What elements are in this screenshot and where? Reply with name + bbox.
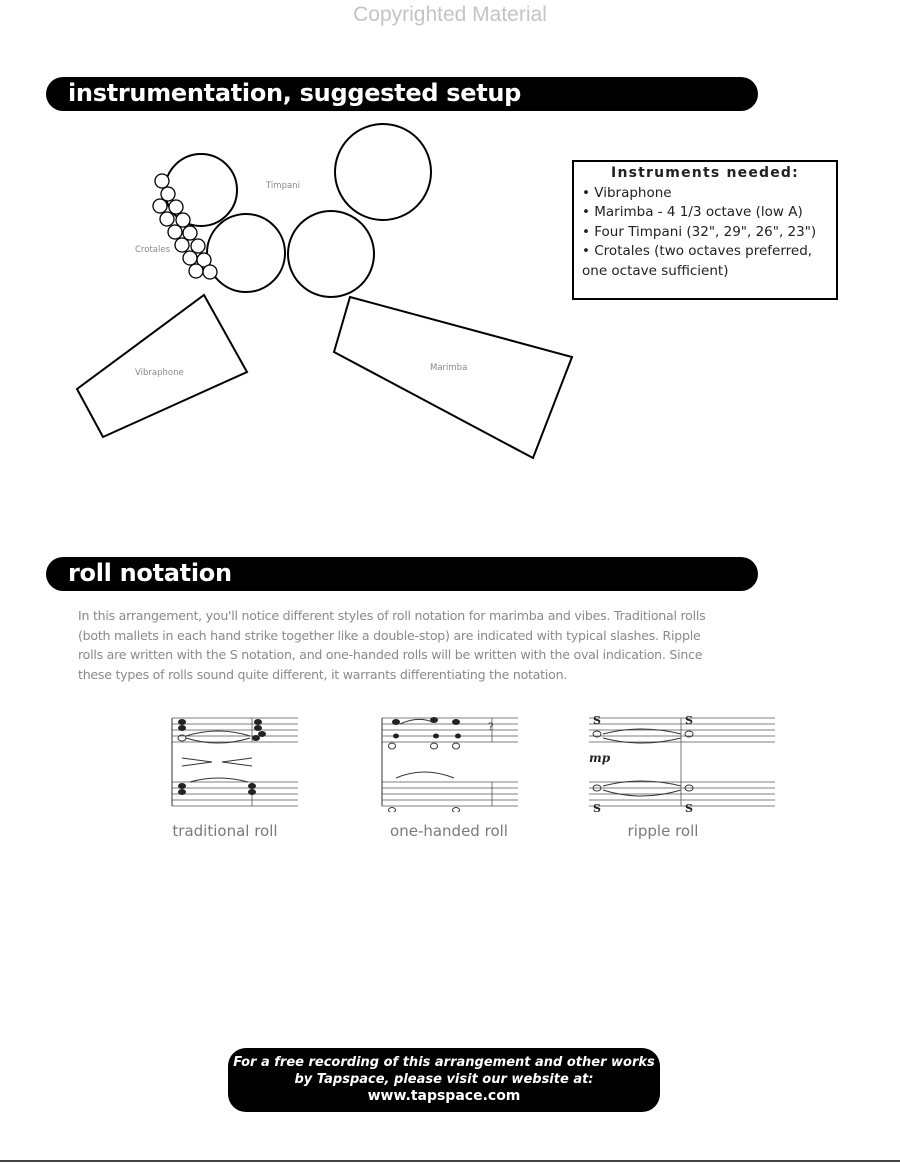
crotale-disc [183,226,197,240]
crotale-disc [183,251,197,265]
marimba-label: Marimba [430,363,468,373]
paragraph-line: (both mallets in each hand strike together like a double-stop) are indicated with typical slashes. Ripple [78,627,701,643]
roll-description [78,606,778,684]
instrument-item: • Four Timpani (32", 29", 26", 23") [582,223,817,240]
ripple-roll-caption: ripple roll [627,822,699,840]
traditional-roll-notation [168,712,300,812]
vibraphone-outline [77,295,247,437]
timpani-drum [207,214,285,292]
footer-line: For a free recording of this arrangement and other works [233,1055,655,1070]
setup-diagram [0,120,600,470]
svg-text:S: S [593,714,601,727]
svg-text:?: ? [488,722,494,733]
copyright-watermark: Copyrighted Material [353,3,547,26]
paragraph-line: these types of rolls sound quite different, it warrants differentiating the notation. [78,666,568,682]
website-link[interactable]: www.tapspace.com [367,1088,521,1104]
crotale-disc [176,213,190,227]
instruments-box-title: Instruments needed: [611,165,799,181]
crotale-disc [169,200,183,214]
footer-banner [228,1048,660,1112]
paragraph-line: rolls are written with the S notation, and one-handed rolls will be written with the oval indication. Since [78,647,703,662]
crotale-disc [160,212,174,226]
crotale-disc [155,174,169,188]
section-header-setup [46,77,758,111]
crotale-disc [203,265,217,279]
crotale-disc [191,239,205,253]
section-header-roll [46,557,758,591]
crotale-disc [161,187,175,201]
dynamic-marking: mp [589,751,611,765]
footer-line: by Tapspace, please visit our website at: [294,1072,594,1087]
one-handed-roll-caption: one-handed roll [390,822,508,840]
timpani-drum [288,211,374,297]
marimba-outline [334,297,572,458]
crotale-disc [175,238,189,252]
section-title: roll notation [68,559,232,587]
paragraph-line: In this arrangement, you'll notice different styles of roll notation for marimba and vibes. Traditional rolls [78,608,706,623]
svg-text:S: S [685,802,693,812]
traditional-roll-caption: traditional roll [172,822,278,840]
svg-text:S: S [685,714,693,727]
crotale-disc [189,264,203,278]
svg-text:S: S [593,802,601,812]
crotale-disc [168,225,182,239]
crotales-discs [153,174,217,279]
instrument-item: one octave sufficient) [582,262,729,279]
instrument-item: • Marimba - 4 1/3 octave (low A) [582,204,803,220]
timpani-drum [165,154,237,226]
one-handed-roll-notation [378,712,523,812]
instrument-item: • Vibraphone [582,184,672,201]
instrument-item: • Crotales (two octaves preferred, [582,243,813,259]
timpani-label: Timpani [266,181,300,191]
ripple-roll-notation [585,712,780,812]
crotales-label: Crotales [135,245,171,255]
timpani-drum [335,124,431,220]
section-title: instrumentation, suggested setup [68,79,522,107]
crotale-disc [153,199,167,213]
page-bottom-rule [0,1160,900,1162]
instruments-needed-box [572,160,838,300]
vibraphone-label: Vibraphone [135,368,184,378]
